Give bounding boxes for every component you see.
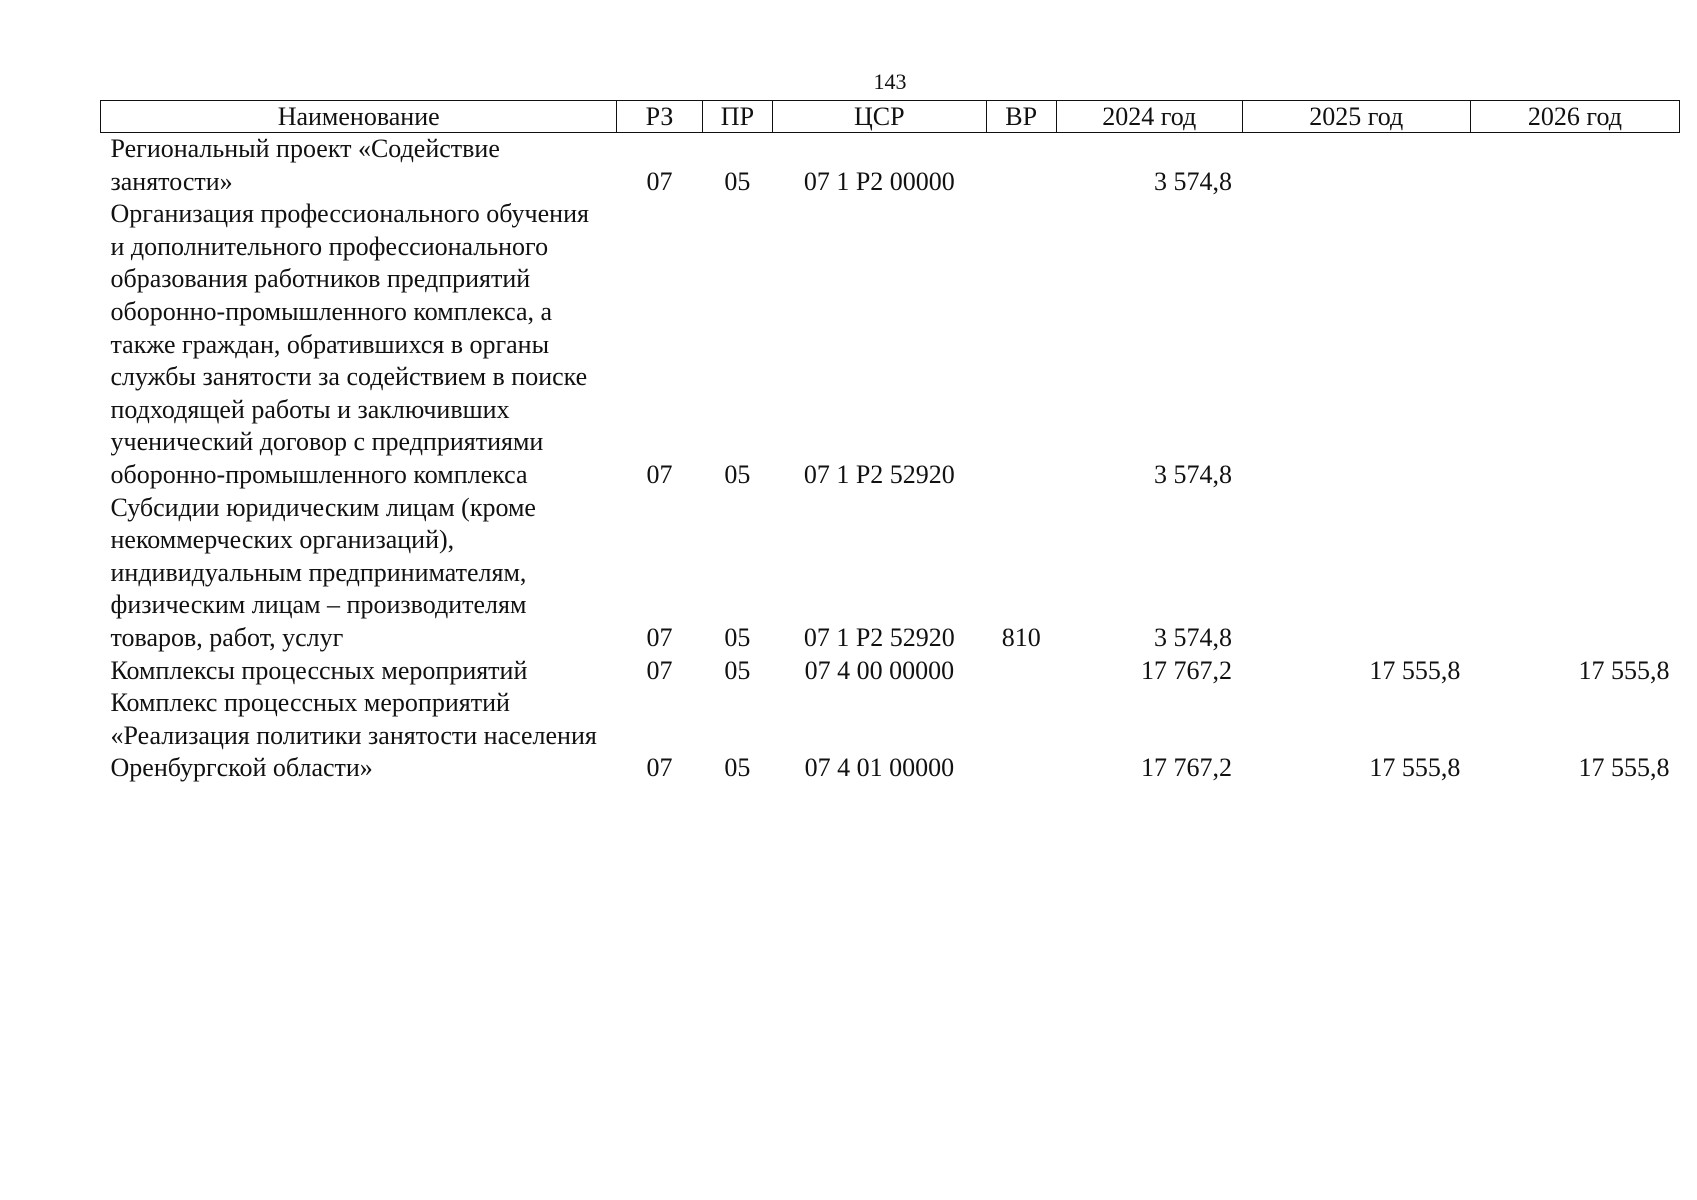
row-amount-2025: [1242, 133, 1470, 199]
table-row: [101, 198, 1680, 491]
row-pr: 05: [724, 655, 751, 685]
header-vr: ВР: [986, 101, 1056, 133]
row-csr: 07 4 01 00000: [804, 753, 955, 783]
row-pr: 05: [724, 753, 751, 783]
row-rz: 07: [646, 459, 673, 489]
row-csr: 07 1 Р2 52920: [803, 622, 955, 652]
header-2024: 2024 год: [1056, 101, 1242, 133]
row-amount-2024: 17 767,2: [1141, 753, 1233, 783]
row-vr: [986, 133, 1056, 199]
row-amount-2025: 17 555,8: [1369, 655, 1461, 685]
row-amount-2025: 17 555,8: [1369, 753, 1461, 783]
table-header-row: [101, 101, 1680, 133]
row-name: Региональный проект «Содействие занятости»: [110, 134, 500, 196]
row-name: Организация профессионального обучения и дополнительного профессионального образования работников предприятий оборонно-промышленного комплекса, а также граждан, обратившихся в органы службы занятости за содействием в поиске подходящей работы и заключивших ученический договор с предприятиями оборонно-промышленного комплекса: [110, 199, 589, 489]
budget-table: [100, 100, 1680, 785]
row-amount-2026: [1470, 133, 1679, 199]
row-amount-2024: 17 767,2: [1141, 655, 1233, 685]
row-amount-2025: [1242, 198, 1470, 491]
row-pr: 05: [724, 622, 751, 652]
row-pr: 05: [724, 459, 751, 489]
row-amount-2025: [1242, 492, 1470, 655]
row-csr: 07 1 Р2 52920: [803, 459, 955, 489]
table-row: [101, 655, 1680, 688]
row-rz: 07: [646, 622, 673, 652]
row-vr: [986, 687, 1056, 785]
row-rz: 07: [646, 166, 673, 196]
row-csr: 07 4 00 00000: [804, 655, 955, 685]
row-csr: 07 1 Р2 00000: [803, 166, 955, 196]
row-vr: [986, 655, 1056, 688]
row-name: Комплекс процессных мероприятий «Реализация политики занятости населения Оренбургской области»: [110, 688, 597, 783]
row-amount-2026: [1470, 492, 1679, 655]
table-row: [101, 687, 1680, 785]
row-vr: 810: [1001, 622, 1041, 652]
row-amount-2026: 17 555,8: [1578, 655, 1670, 685]
row-amount-2026: [1470, 198, 1679, 491]
row-amount-2024: 3 574,8: [1154, 166, 1233, 196]
row-pr: 05: [724, 166, 751, 196]
table-body: [101, 133, 1680, 785]
header-name: Наименование: [101, 101, 617, 133]
header-rz: РЗ: [617, 101, 702, 133]
header-2025: 2025 год: [1242, 101, 1470, 133]
row-rz: 07: [646, 753, 673, 783]
row-amount-2024: 3 574,8: [1154, 459, 1233, 489]
row-name: Комплексы процессных мероприятий: [110, 655, 528, 685]
row-name: Субсидии юридическим лицам (кроме некоммерческих организаций), индивидуальным предпринимателям, физическим лицам – производителям товаров, работ, услуг: [110, 492, 536, 652]
row-amount-2026: 17 555,8: [1578, 753, 1670, 783]
row-amount-2024: 3 574,8: [1154, 622, 1233, 652]
row-rz: 07: [646, 655, 673, 685]
page-number: 143: [873, 69, 907, 94]
row-vr: [986, 198, 1056, 491]
header-pr: ПР: [702, 101, 772, 133]
table-row: [101, 492, 1680, 655]
table-row: [101, 133, 1680, 199]
header-csr: ЦСР: [773, 101, 986, 133]
header-2026: 2026 год: [1470, 101, 1679, 133]
